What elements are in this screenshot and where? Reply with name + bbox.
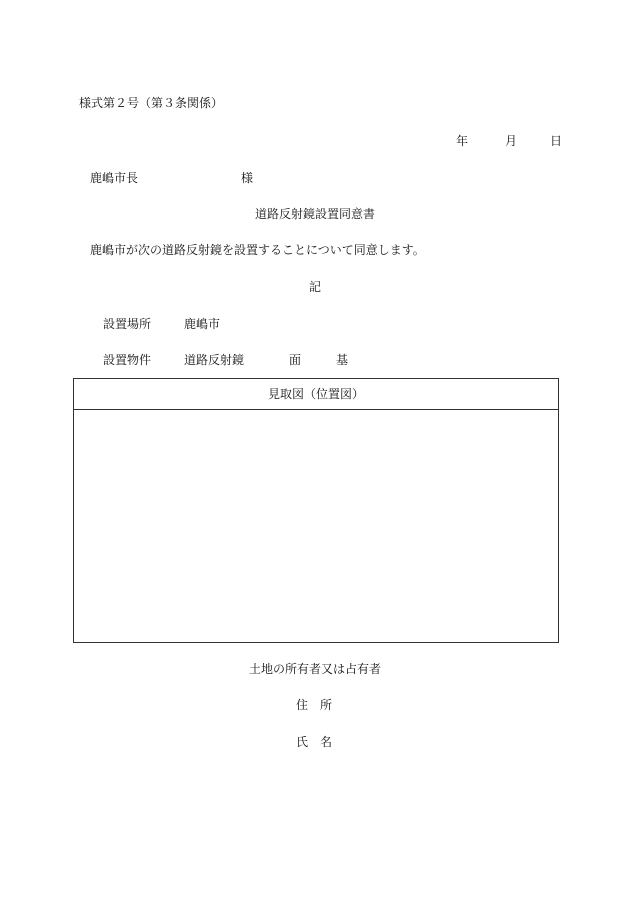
document-title: 道路反射鏡設置同意書 <box>254 207 375 221</box>
map-drawing-area <box>74 410 558 642</box>
addressee-honorific: 様 <box>241 171 254 185</box>
form-number: 様式第２号（第３条関係） <box>79 96 224 110</box>
date-month-label: 月 <box>505 134 518 148</box>
owner-name-label: 氏名 <box>295 735 344 749</box>
date-day-label: 日 <box>550 134 563 148</box>
date-year-label: 年 <box>456 134 469 148</box>
location-value: 鹿嶋市 <box>184 317 221 331</box>
map-box <box>73 378 559 643</box>
item-unit-face: 面 <box>289 353 302 367</box>
item-label: 設置物件 <box>103 353 152 367</box>
location-label: 設置場所 <box>103 317 152 331</box>
owner-heading: 土地の所有者又は占有者 <box>248 662 381 676</box>
owner-address-label: 住所 <box>295 698 344 712</box>
consent-statement: 鹿嶋市が次の道路反射鏡を設置することについて同意します。 <box>90 243 425 257</box>
map-box-header: 見取図（位置図） <box>74 379 558 410</box>
item-unit-base: 基 <box>336 353 349 367</box>
item-value: 道路反射鏡 <box>184 353 245 367</box>
ki-heading: 記 <box>308 280 321 294</box>
addressee-name: 鹿嶋市長 <box>90 171 139 185</box>
